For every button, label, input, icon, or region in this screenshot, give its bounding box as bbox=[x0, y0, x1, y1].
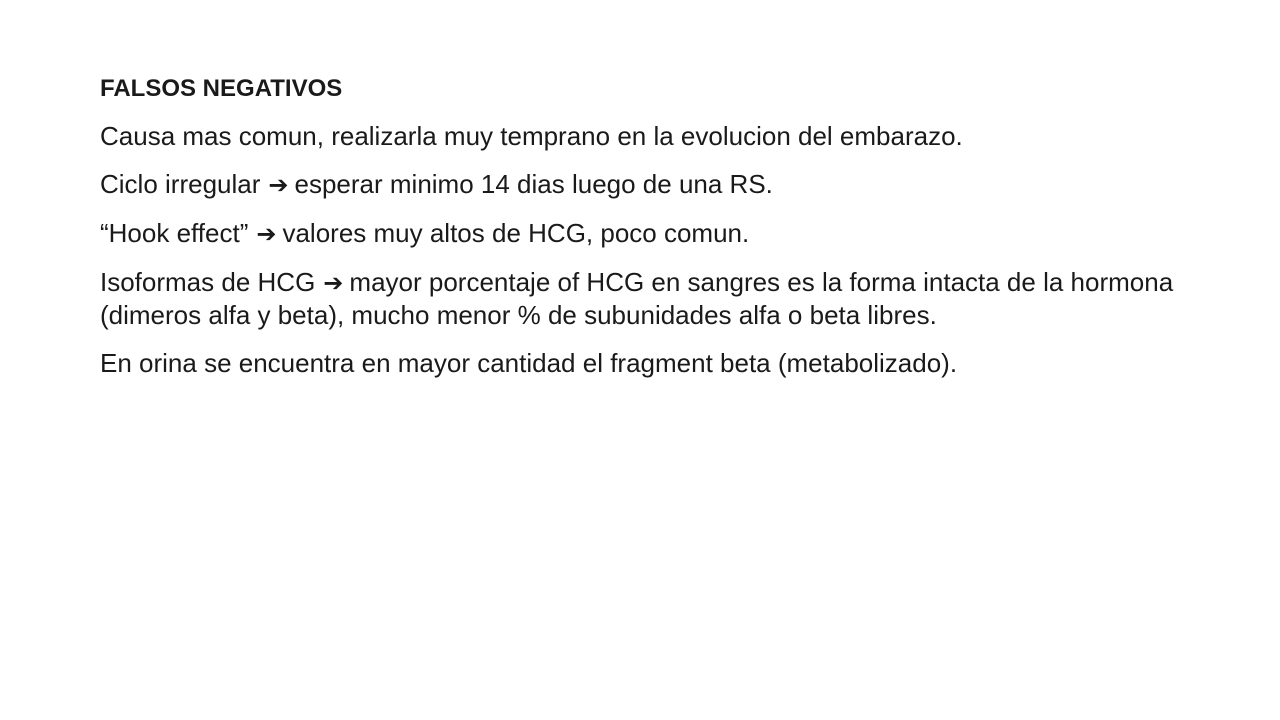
arrow-icon: ➔ bbox=[256, 220, 277, 248]
hook-label: “Hook effect” bbox=[100, 218, 249, 248]
paragraph-ciclo bbox=[100, 168, 1180, 201]
paragraph-isoformas bbox=[100, 266, 1180, 331]
slide-heading: FALSOS NEGATIVOS bbox=[100, 75, 343, 102]
slide-content bbox=[100, 74, 1180, 395]
arrow-icon: ➔ bbox=[268, 171, 289, 199]
isoformas-text: mayor porcentaje of HCG en sangres es la forma intacta de la hormona (dimeros alfa y beta), mucho menor % de subunidades alfa o beta libres. bbox=[100, 267, 1174, 330]
ciclo-label: Ciclo irregular bbox=[100, 169, 261, 199]
paragraph-orina: En orina se encuentra en mayor cantidad el fragment beta (metabolizado). bbox=[100, 348, 958, 378]
hook-text: valores muy altos de HCG, poco comun. bbox=[282, 218, 750, 248]
paragraph-hook bbox=[100, 217, 1180, 250]
isoformas-label: Isoformas de HCG bbox=[100, 267, 316, 297]
ciclo-text: esperar minimo 14 dias luego de una RS. bbox=[294, 169, 773, 199]
arrow-icon: ➔ bbox=[323, 269, 344, 297]
paragraph-causa: Causa mas comun, realizarla muy temprano en la evolucion del embarazo. bbox=[100, 121, 963, 151]
